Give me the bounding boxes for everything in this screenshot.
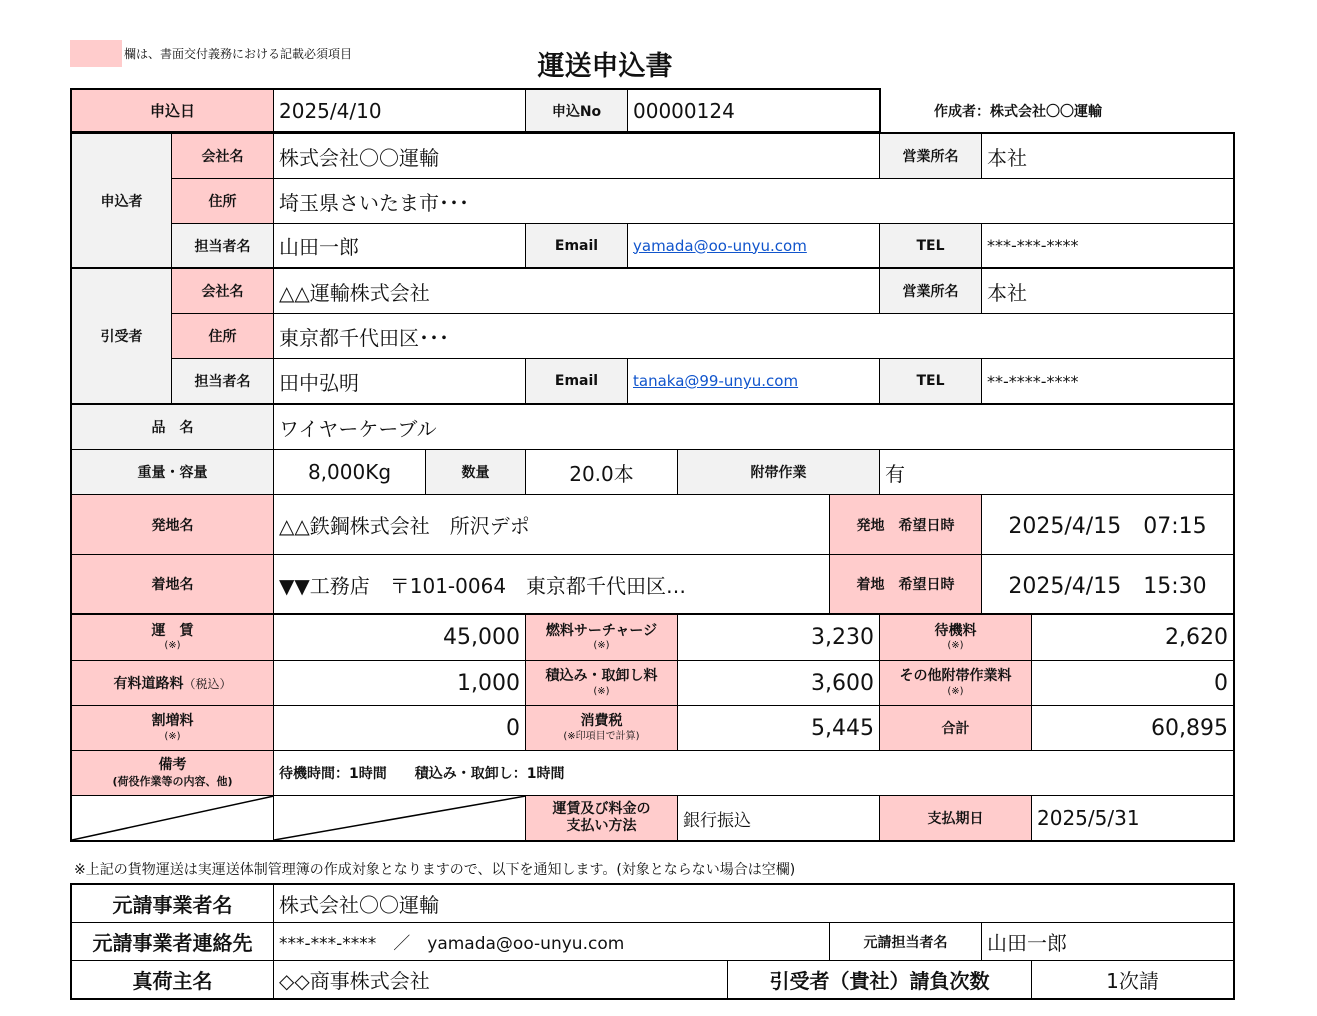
tier[interactable]: 1次請 — [1106, 969, 1159, 993]
receiver-tel-label: TEL — [880, 359, 982, 405]
total-label: 合計 — [880, 706, 1032, 751]
wait-label — [880, 615, 1032, 661]
toll-label — [72, 661, 274, 706]
diagonal-cell-1 — [72, 796, 274, 840]
application-date[interactable]: 2025/4/10 — [274, 90, 526, 132]
cargo-extra[interactable]: 有 — [880, 450, 1233, 495]
fuel-label-text: 燃料サーチャージ — [545, 622, 658, 639]
prime-contact-label-text: 元請事業者連絡先 — [92, 931, 253, 955]
payment-method[interactable]: 銀行振込 — [678, 796, 880, 840]
destination-value[interactable]: ▼▼工務店 〒101-0064 東京都千代田区… — [274, 555, 830, 615]
applicant-tel-label: TEL — [880, 224, 982, 269]
prime-contact-label — [72, 923, 274, 961]
receiver-address[interactable]: 東京都千代田区･･･ — [274, 314, 1233, 359]
loading-label-text: 積込み・取卸し料 — [545, 668, 658, 684]
toll-label-text: 有料道路料 — [113, 676, 184, 692]
payment-due-label: 支払期日 — [880, 796, 1032, 840]
destination-datetime[interactable]: 2025/4/15 15:30 — [982, 555, 1233, 615]
receiver-company[interactable]: △△運輸株式会社 — [274, 269, 880, 314]
receiver-person-label: 担当者名 — [172, 359, 274, 405]
notice: ※上記の貨物運送は実運送体制管理簿の作成対象となりますので、以下を通知します。(対象とならない場合は空欄) — [74, 862, 796, 878]
surcharge-label — [72, 706, 274, 751]
applicant-email-label: Email — [526, 224, 628, 269]
fuel-value[interactable]: 3,230 — [678, 615, 880, 661]
applicant-address[interactable]: 埼玉県さいたま市･･･ — [274, 179, 1233, 224]
other-label-text: その他附帯作業料 — [899, 668, 1012, 684]
prime-contact[interactable]: ***-***-**** ／ yamada@oo-unyu.com — [274, 923, 830, 961]
other-label — [880, 661, 1032, 706]
prime-name-label-text: 元請事業者名 — [112, 893, 233, 917]
tax-label — [526, 706, 678, 751]
toll-value[interactable]: 1,000 — [274, 661, 526, 706]
shipper[interactable]: ◇◇商事株式会社 — [274, 961, 728, 998]
applicant-email-link[interactable]: yamada@oo-unyu.com — [633, 236, 807, 255]
cargo-weight-label: 重量・容量 — [72, 450, 274, 495]
prime-name[interactable]: 株式会社〇〇運輸 — [274, 885, 1233, 923]
payment-due[interactable]: 2025/5/31 — [1037, 806, 1140, 830]
surcharge-mark: (※) — [164, 730, 181, 742]
freight-mark: (※) — [164, 640, 181, 651]
legend-note: 欄は、書面交付義務における記載必須項目 — [124, 47, 353, 61]
receiver-office[interactable]: 本社 — [982, 269, 1233, 314]
receiver-email-link[interactable]: tanaka@99-unyu.com — [633, 372, 799, 390]
wait-label-text: 待機料 — [934, 622, 977, 639]
prime-name-label — [72, 885, 274, 923]
legend-swatch — [70, 40, 122, 67]
applicant-group-label: 申込者 — [72, 134, 172, 269]
toll-sub: （税込） — [183, 676, 232, 691]
destination-label: 着地名 — [72, 555, 274, 615]
freight-label-text: 運 賃 — [151, 622, 194, 639]
freight-label — [72, 615, 274, 661]
cargo-qty-label: 数量 — [426, 450, 526, 495]
payment-method-label — [526, 796, 678, 840]
page-title: 運送申込書 — [537, 51, 673, 82]
diagonal-line-2 — [274, 796, 526, 840]
tax-sub: (※印項目で計算) — [563, 730, 640, 742]
wait-mark: (※) — [947, 640, 964, 651]
applicant-company[interactable]: 株式会社〇〇運輸 — [274, 134, 880, 179]
remarks-value[interactable]: 待機時間：1時間 積込み・取卸し：1時間 — [274, 751, 1233, 796]
remarks-label — [72, 751, 274, 796]
remarks-sub: (荷役作業等の内容、他) — [112, 774, 233, 788]
applicant-tel[interactable]: ***-***-**** — [982, 224, 1233, 269]
fuel-label — [526, 615, 678, 661]
shipper-label-text: 真荷主名 — [132, 969, 213, 993]
loading-label — [526, 661, 678, 706]
diagonal-line-1 — [72, 796, 274, 840]
cargo-name-label: 品 名 — [72, 405, 274, 450]
receiver-group-label: 引受者 — [72, 269, 172, 405]
receiver-address-label: 住所 — [172, 314, 274, 359]
freight-value[interactable]: 45,000 — [274, 615, 526, 661]
loading-value[interactable]: 3,600 — [678, 661, 880, 706]
shipper-label — [72, 961, 274, 998]
receiver-email-cell — [628, 359, 880, 405]
tax-value[interactable]: 5,445 — [678, 706, 880, 751]
surcharge-label-text: 割増料 — [151, 713, 194, 729]
total-value[interactable]: 60,895 — [1032, 706, 1233, 751]
application-no[interactable]: 00000124 — [628, 90, 879, 132]
origin-value[interactable]: △△鉄鋼株式会社 所沢デポ — [274, 495, 830, 555]
prime-person[interactable]: 山田一郎 — [982, 923, 1233, 961]
destination-datetime-label: 着地 希望日時 — [830, 555, 982, 615]
application-no-label: 申込No — [526, 90, 628, 132]
wait-value[interactable]: 2,620 — [1032, 615, 1233, 661]
payment-method-label-1: 運賃及び料金の — [552, 800, 651, 817]
applicant-office[interactable]: 本社 — [982, 134, 1233, 179]
tier-label-text: 引受者（貴社）請負次数 — [769, 969, 990, 993]
applicant-address-label: 住所 — [172, 179, 274, 224]
applicant-person-label: 担当者名 — [172, 224, 274, 269]
origin-label: 発地名 — [72, 495, 274, 555]
origin-datetime-label: 発地 希望日時 — [830, 495, 982, 555]
receiver-tel[interactable]: **-****-**** — [982, 359, 1233, 405]
receiver-email-label: Email — [526, 359, 628, 405]
applicant-company-label: 会社名 — [172, 134, 274, 179]
cargo-qty[interactable]: 20.0本 — [526, 450, 678, 495]
other-mark: (※) — [947, 685, 964, 697]
tier-label — [728, 961, 1032, 998]
fuel-mark: (※) — [593, 640, 610, 651]
cargo-name[interactable]: ワイヤーケーブル — [274, 405, 1233, 450]
receiver-office-label: 営業所名 — [880, 269, 982, 314]
applicant-email-cell — [628, 224, 880, 269]
cargo-extra-label: 附帯作業 — [678, 450, 880, 495]
receiver-person[interactable]: 田中弘明 — [274, 359, 526, 405]
diagonal-cell-2 — [274, 796, 526, 840]
loading-mark: (※) — [593, 685, 610, 697]
tax-label-text: 消費税 — [580, 713, 623, 729]
applicant-person[interactable]: 山田一郎 — [274, 224, 526, 269]
cargo-weight[interactable]: 8,000Kg — [274, 450, 426, 495]
remarks-label-text: 備考 — [158, 757, 187, 774]
creator: 作成者：株式会社〇〇運輸 — [934, 104, 1102, 120]
receiver-company-label: 会社名 — [172, 269, 274, 314]
payment-method-label-2: 支払い方法 — [566, 818, 637, 834]
origin-datetime[interactable]: 2025/4/15 07:15 — [982, 495, 1233, 555]
applicant-office-label: 営業所名 — [880, 134, 982, 179]
application-date-label: 申込日 — [72, 90, 274, 132]
prime-person-label: 元請担当者名 — [830, 923, 982, 961]
other-value[interactable]: 0 — [1032, 661, 1233, 706]
surcharge-value[interactable]: 0 — [274, 706, 526, 751]
